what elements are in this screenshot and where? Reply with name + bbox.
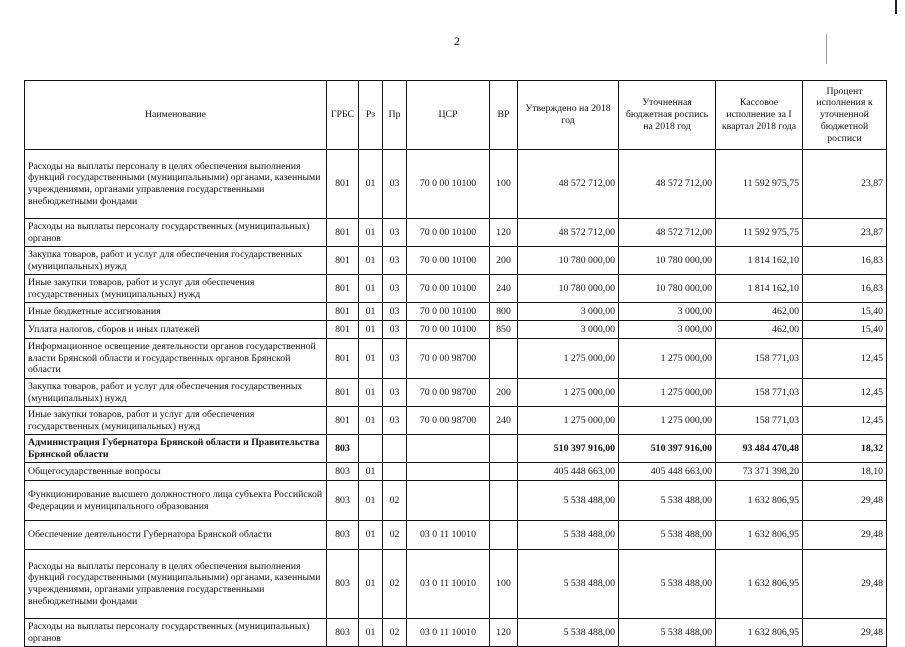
row-csr: 70 0 00 10100 [407,303,490,321]
table-row [25,550,887,619]
row-csr: 03 0 11 10010 [407,550,490,619]
row-rz: 01 [359,379,383,407]
row-name: Расходы на выплаты персоналу в целях обеспечения выполнения функций государственными (муниципальными) органами, казенными учреждениями, органами управления государственными внебюджетными фондами [25,550,327,619]
row-vr: 120 [490,219,518,247]
row-grbs: 801 [327,407,359,435]
row-pr: 03 [383,219,407,247]
table-row [25,150,887,219]
row-revised: 10 780 000,00 [619,275,716,303]
row-pr: 03 [383,247,407,275]
table-row [25,521,887,550]
table-row [25,379,887,407]
header-cash: Кассовое исполнение за I квартал 2018 года [716,81,803,150]
row-revised: 5 538 488,00 [619,481,716,521]
row-rz: 01 [359,550,383,619]
row-cash: 1 632 806,95 [716,550,803,619]
row-vr: 850 [490,321,518,339]
row-csr: 70 0 00 10100 [407,150,490,219]
table-row [25,407,887,435]
row-rz: 01 [359,247,383,275]
row-grbs: 803 [327,481,359,521]
row-percent: 16,83 [803,247,887,275]
header-vr: ВР [490,81,518,150]
table-row [25,463,887,481]
row-grbs: 801 [327,339,359,379]
row-grbs: 801 [327,275,359,303]
row-approved: 405 448 663,00 [518,463,619,481]
row-percent: 18,10 [803,463,887,481]
row-name: Иные закупки товаров, работ и услуг для обеспечения государственных (муниципальных) нужд [25,275,327,303]
row-percent: 12,45 [803,379,887,407]
row-rz: 01 [359,303,383,321]
row-pr: 03 [383,150,407,219]
row-approved: 48 572 712,00 [518,150,619,219]
table-row [25,219,887,247]
row-vr [490,521,518,550]
row-csr [407,463,490,481]
table-row [25,303,887,321]
row-pr: 03 [383,407,407,435]
row-name: Функционирование высшего должностного лица субъекта Российской Федерации и муниципального образования [25,481,327,521]
row-revised: 510 397 916,00 [619,435,716,463]
header-pr: Пр [383,81,407,150]
row-percent: 16,83 [803,275,887,303]
row-rz [359,435,383,463]
row-vr: 200 [490,379,518,407]
row-cash: 93 484 470,48 [716,435,803,463]
row-name: Закупка товаров, работ и услуг для обеспечения государственных (муниципальных) нужд [25,247,327,275]
row-cash: 158 771,03 [716,339,803,379]
row-vr [490,339,518,379]
row-rz: 01 [359,481,383,521]
row-percent: 12,45 [803,339,887,379]
row-approved: 5 538 488,00 [518,521,619,550]
row-revised: 10 780 000,00 [619,247,716,275]
row-name: Уплата налогов, сборов и иных платежей [25,321,327,339]
row-approved: 5 538 488,00 [518,619,619,647]
row-cash: 11 592 975,75 [716,219,803,247]
row-cash: 158 771,03 [716,407,803,435]
row-csr: 70 0 00 10100 [407,321,490,339]
row-approved: 1 275 000,00 [518,407,619,435]
row-csr [407,481,490,521]
row-pr [383,463,407,481]
row-rz: 01 [359,521,383,550]
row-csr [407,435,490,463]
row-name: Общегосударственные вопросы [25,463,327,481]
table-row [25,247,887,275]
row-percent: 15,40 [803,321,887,339]
header-approved: Утверждено на 2018 год [518,81,619,150]
row-percent: 23,87 [803,150,887,219]
row-revised: 1 275 000,00 [619,339,716,379]
header-grbs: ГРБС [327,81,359,150]
row-cash: 158 771,03 [716,379,803,407]
row-name: Информационное освещение деятельности органов государственной власти Брянской области и государственных органов Брянской области [25,339,327,379]
row-cash: 462,00 [716,321,803,339]
row-revised: 1 275 000,00 [619,407,716,435]
row-grbs: 803 [327,619,359,647]
row-percent: 12,45 [803,407,887,435]
row-pr [383,435,407,463]
row-approved: 48 572 712,00 [518,219,619,247]
row-pr: 02 [383,481,407,521]
row-pr: 02 [383,619,407,647]
table-header-row [25,81,887,150]
row-name: Расходы на выплаты персоналу в целях обеспечения выполнения функций государственными (муниципальными) органами, казенными учреждениями, органами управления государственными внебюджетными фондами [25,150,327,219]
row-grbs: 801 [327,247,359,275]
row-grbs: 801 [327,303,359,321]
row-pr: 02 [383,550,407,619]
row-approved: 5 538 488,00 [518,481,619,521]
scan-margin-mark [826,34,827,64]
row-cash: 73 371 398,20 [716,463,803,481]
row-pr: 03 [383,339,407,379]
row-revised: 5 538 488,00 [619,521,716,550]
row-vr: 120 [490,619,518,647]
row-approved: 510 397 916,00 [518,435,619,463]
row-grbs: 803 [327,463,359,481]
row-name: Иные бюджетные ассигнования [25,303,327,321]
row-cash: 1 814 162,10 [716,247,803,275]
table-row [25,321,887,339]
row-csr: 70 0 00 10100 [407,247,490,275]
row-name: Администрация Губернатора Брянской области и Правительства Брянской области [25,435,327,463]
row-approved: 3 000,00 [518,303,619,321]
row-grbs: 801 [327,379,359,407]
row-rz: 01 [359,275,383,303]
row-rz: 01 [359,407,383,435]
row-pr: 03 [383,303,407,321]
row-percent: 29,48 [803,619,887,647]
row-percent: 18,32 [803,435,887,463]
page-number: 2 [454,34,460,48]
row-percent: 29,48 [803,550,887,619]
header-rz: Рз [359,81,383,150]
row-csr: 70 0 00 98700 [407,339,490,379]
row-vr [490,481,518,521]
row-name: Закупка товаров, работ и услуг для обеспечения государственных (муниципальных) нужд [25,379,327,407]
row-csr: 70 0 00 10100 [407,275,490,303]
row-revised: 405 448 663,00 [619,463,716,481]
row-vr [490,435,518,463]
row-csr: 03 0 11 10010 [407,521,490,550]
row-revised: 3 000,00 [619,321,716,339]
row-vr: 100 [490,550,518,619]
row-csr: 03 0 11 10010 [407,619,490,647]
row-vr: 800 [490,303,518,321]
row-grbs: 801 [327,150,359,219]
row-name: Обеспечение деятельности Губернатора Брянской области [25,521,327,550]
row-name: Расходы на выплаты персоналу государственных (муниципальных) органов [25,219,327,247]
row-cash: 1 632 806,95 [716,521,803,550]
row-revised: 1 275 000,00 [619,379,716,407]
row-rz: 01 [359,619,383,647]
row-pr: 02 [383,521,407,550]
row-approved: 1 275 000,00 [518,379,619,407]
row-approved: 10 780 000,00 [518,275,619,303]
row-name: Иные закупки товаров, работ и услуг для обеспечения государственных (муниципальных) нужд [25,407,327,435]
row-vr [490,463,518,481]
budget-execution-table [24,80,887,647]
row-vr: 240 [490,407,518,435]
row-grbs: 803 [327,550,359,619]
row-percent: 29,48 [803,521,887,550]
row-rz: 01 [359,463,383,481]
row-rz: 01 [359,321,383,339]
table-row [25,339,887,379]
row-cash: 1 632 806,95 [716,619,803,647]
table-row [25,481,887,521]
row-grbs: 803 [327,521,359,550]
row-approved: 1 275 000,00 [518,339,619,379]
row-pr: 03 [383,321,407,339]
row-percent: 23,87 [803,219,887,247]
table-row [25,435,887,463]
row-vr: 200 [490,247,518,275]
row-approved: 10 780 000,00 [518,247,619,275]
row-revised: 48 572 712,00 [619,150,716,219]
row-csr: 70 0 00 98700 [407,407,490,435]
row-revised: 5 538 488,00 [619,619,716,647]
row-percent: 29,48 [803,481,887,521]
row-rz: 01 [359,150,383,219]
row-cash: 11 592 975,75 [716,150,803,219]
header-csr: ЦСР [407,81,490,150]
row-approved: 3 000,00 [518,321,619,339]
row-approved: 5 538 488,00 [518,550,619,619]
row-revised: 48 572 712,00 [619,219,716,247]
row-revised: 5 538 488,00 [619,550,716,619]
table-row [25,619,887,647]
header-percent: Процент исполнения к уточненной бюджетной росписи [803,81,887,150]
row-revised: 3 000,00 [619,303,716,321]
row-rz: 01 [359,339,383,379]
row-percent: 15,40 [803,303,887,321]
scan-edge-mark [895,0,897,14]
row-rz: 01 [359,219,383,247]
row-vr: 240 [490,275,518,303]
row-csr: 70 0 00 10100 [407,219,490,247]
row-cash: 462,00 [716,303,803,321]
row-grbs: 803 [327,435,359,463]
row-grbs: 801 [327,219,359,247]
row-vr: 100 [490,150,518,219]
table-row [25,275,887,303]
row-grbs: 801 [327,321,359,339]
row-cash: 1 814 162,10 [716,275,803,303]
header-revised: Уточненная бюджетная роспись на 2018 год [619,81,716,150]
row-cash: 1 632 806,95 [716,481,803,521]
row-pr: 03 [383,275,407,303]
row-name: Расходы на выплаты персоналу государственных (муниципальных) органов [25,619,327,647]
header-name: Наименование [25,81,327,150]
row-csr: 70 0 00 98700 [407,379,490,407]
row-pr: 03 [383,379,407,407]
